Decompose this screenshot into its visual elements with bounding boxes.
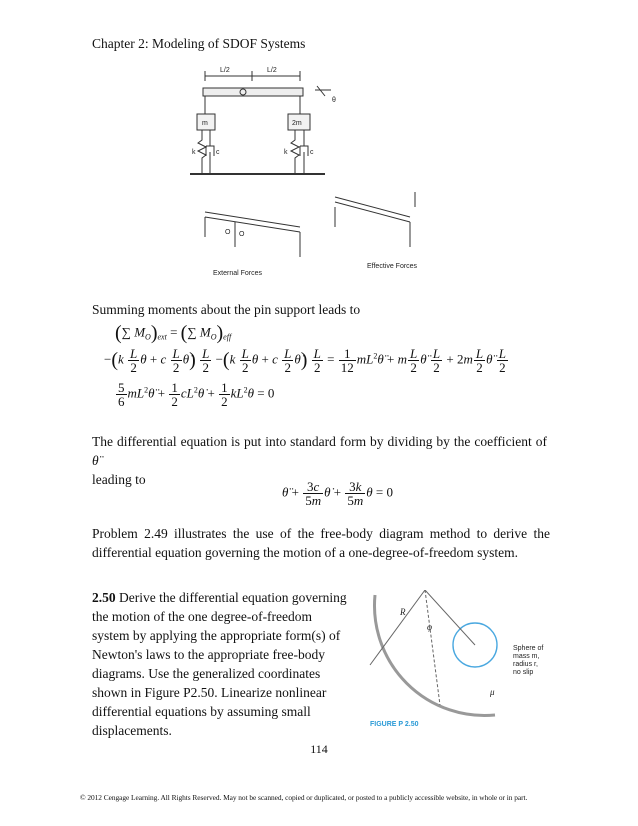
sphere-label-3: radius r,	[513, 661, 538, 668]
caption-external: External Forces	[213, 270, 263, 277]
paragraph-summing: Summing moments about the pin support leads to	[92, 302, 361, 317]
theta-label: θ	[332, 97, 336, 104]
caption-effective: Effective Forces	[367, 263, 418, 270]
damper-right-label: c	[310, 149, 314, 156]
dim-label-left: L/2	[220, 67, 230, 74]
page-header: Chapter 2: Modeling of SDOF Systems	[92, 36, 306, 51]
damper-left-label: c	[216, 149, 220, 156]
sphere-label-1: Sphere of	[513, 645, 544, 652]
label-mu: μ	[490, 687, 495, 697]
figure-caption: FIGURE P 2.50	[370, 721, 419, 728]
paragraph-standard-form: The differential equation is put into standard form by dividing by the coefficient of θ̈ leading to	[92, 434, 547, 487]
spring-left-label: k	[192, 149, 196, 156]
mass-right-label: 2m	[292, 120, 302, 127]
problem-2-50	[92, 588, 347, 740]
pin-label-1: O	[225, 229, 231, 236]
sphere-label-4: no slip	[513, 669, 534, 676]
mass-left-label: m	[202, 120, 208, 127]
pin-label-2: O	[239, 231, 245, 238]
page-number: 114	[310, 742, 328, 756]
equation-standard-form: θ̈ + $\frac{3c}{5m}$ θ̇ + $\frac{3k}{5m}$ θ = 0	[282, 479, 393, 508]
dim-label-right: L/2	[267, 67, 277, 74]
beam-system-figure	[175, 62, 475, 287]
spring-right-label: k	[284, 149, 288, 156]
problem-text: Derive the differential equation governing the motion of the one degree-of-freedom system by applying the appropriate form(s) of Newton's laws to the appropriate free-body diagrams. Use the generalized coordinates shown in Figure P2.50. Linearize nonlinear differential equations by assuming small displacements.	[92, 590, 347, 738]
equation-simplified: $\frac{5}{6}$ $mL^2\thetä$ + $\frac{1}{2}$ $cL^2\thetȧ$ + $\frac{1}{2}$ $kL^2\theta = 0$	[118, 380, 275, 409]
label-R: R	[400, 607, 406, 617]
paragraph-problem-2-49: Problem 2.49 illustrates the use of the free-body diagram method to derive the differential equation governing the motion of a one-degree-of-freedom system.	[92, 526, 550, 560]
problem-number: 2.50	[92, 590, 116, 605]
sphere-figure	[355, 590, 555, 730]
equation-expanded: −(k $\frac{L}{2}$ θ + c $\frac{L}{2}$ θ̇) $\frac{L}{2}$ −(k $\frac{L}{2}$ θ + c $\frac{L}{2}$ θ̇) $\frac{L}{2}$ = $\frac{1}{12}$ $mL^2\thetä + m$ $\frac{L}{2}$ θ̈ $\frac{L}{2}$ + 2m $\frac{L}{2}$ θ̈ $\frac{L}{2}$	[104, 346, 506, 375]
copyright-footer: © 2012 Cengage Learning. All Rights Reserved. May not be scanned, copied or duplicated, or posted to a publicly accessible website, in whole or in part.	[80, 793, 528, 802]
equation-moment-balance: (∑ $M_O)_{ext}$ = (∑ $M_O)_{eff}$	[115, 322, 232, 344]
sphere-label-2: mass m,	[513, 653, 540, 660]
label-phi: φ	[427, 622, 432, 632]
